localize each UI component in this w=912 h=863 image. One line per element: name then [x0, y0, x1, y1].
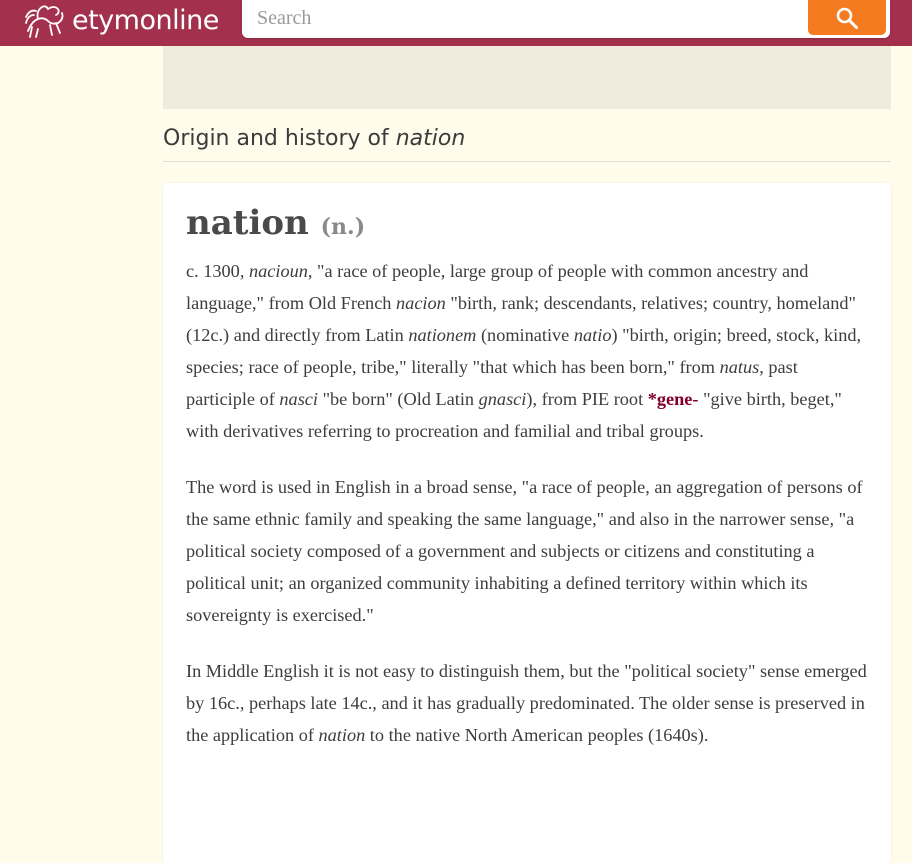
crossref-link-gene[interactable]: *gene-	[647, 389, 699, 409]
site-logo[interactable]	[24, 0, 219, 40]
lion-logo-icon	[24, 1, 66, 39]
search-icon	[835, 6, 859, 30]
headword-text: nation	[186, 203, 309, 243]
section-title: Origin and history of nation	[163, 126, 891, 162]
definition-paragraph-3: In Middle English it is not easy to distinguish them, but the "political society" sense emerged by 16c., perhaps late 14c., and it has gradually predominated. The older sense is preserved in the application of nation to the native North American peoples (1640s).	[186, 661, 867, 745]
definition-paragraph-1: c. 1300, nacioun, "a race of people, large group of people with common ancestry and language," from Old French nacion "birth, rank; descendants, relatives; country, homeland" (12c.) and directly from Latin nationem (nominative natio) "birth, origin; breed, stock, kind, species; race of people, tribe," literally "that which has been born," from natus, past participle of nasci "be born" (Old Latin gnasci), from PIE root *gene- "give birth, beget," with derivatives referring to procreation and familial and tribal groups.	[186, 261, 862, 441]
definition-paragraph-2: The word is used in English in a broad sense, "a race of people, an aggregation of persons of the same ethnic family and speaking the same language," and also in the narrower sense, "a political society composed of a government and subjects or citizens and constituting a political unit; an organized community inhabiting a defined territory within which its sovereignty is exercised."	[186, 477, 863, 625]
logo-text: etymonline	[72, 4, 219, 36]
entry-headword	[186, 203, 365, 243]
search-input[interactable]	[242, 0, 813, 42]
top-bar	[0, 0, 912, 46]
part-of-speech: (n.)	[320, 214, 366, 240]
ad-placeholder	[163, 46, 891, 109]
entry-card	[163, 183, 891, 863]
search-button[interactable]	[808, 0, 886, 35]
entry-definition	[186, 255, 868, 775]
section-title-word: nation	[395, 126, 466, 151]
search-box	[242, 0, 890, 38]
